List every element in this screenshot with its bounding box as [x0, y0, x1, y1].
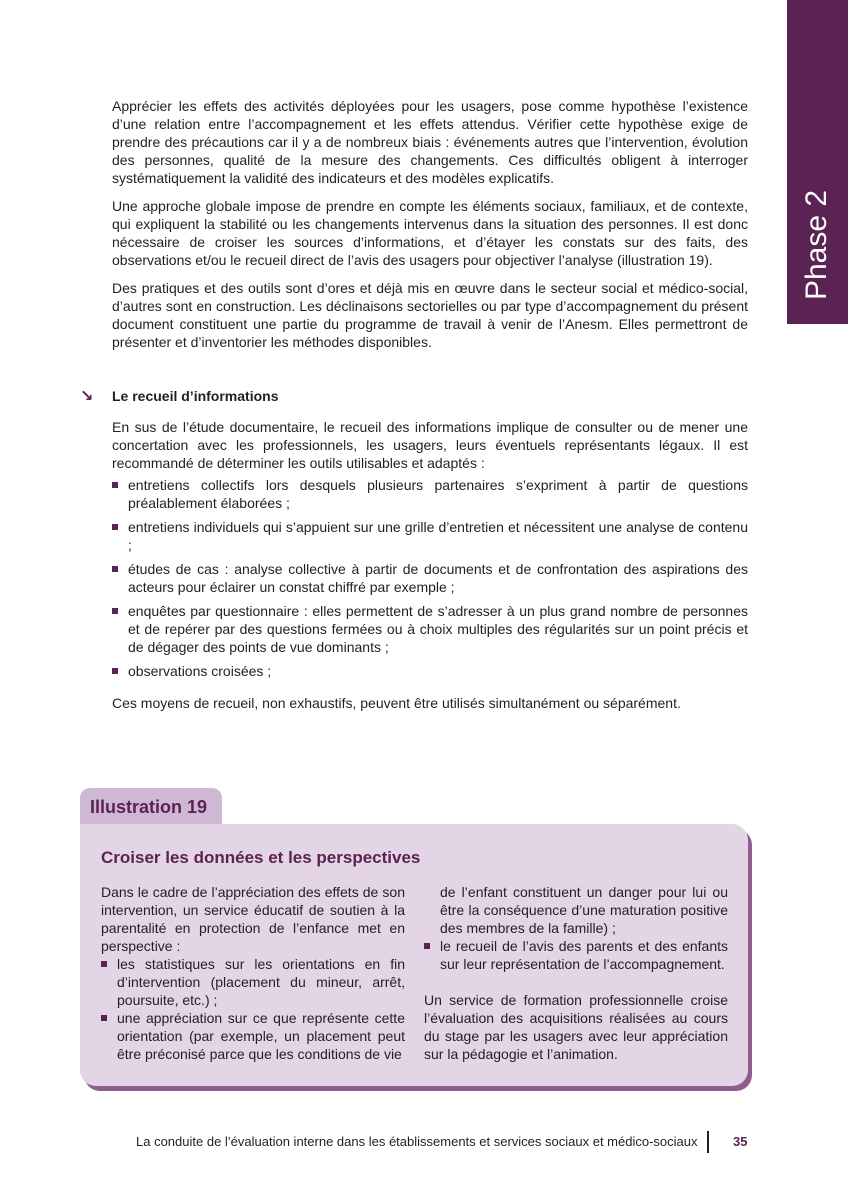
- list-item: une appréciation sur ce que représente cette orientation (par exemple, un placement peut être préconisé parce que les conditions de vie: [101, 1009, 405, 1063]
- bullet-square-icon: [112, 668, 118, 674]
- bullet-square-icon: [112, 482, 118, 488]
- bullet-square-icon: [112, 608, 118, 614]
- illustration-right-column: [424, 883, 728, 1063]
- illustration-right-paragraph: Un service de formation professionnelle croise l’évaluation des acquisitions réalisées au cours du stage par les usagers avec leur appréciation sur la pédagogie et l’animation.: [424, 992, 728, 1062]
- bullet-square-icon: [101, 1015, 107, 1021]
- phase-tab: [787, 0, 848, 324]
- tools-list: [112, 476, 748, 680]
- section-heading: Le recueil d’informations: [112, 388, 279, 404]
- intro-text: [112, 97, 748, 351]
- list-item: le recueil de l’avis des parents et des enfants sur leur représentation de l’accompagnement.: [424, 937, 728, 973]
- section-intro: En sus de l’étude documentaire, le recueil des informations implique de consulter ou de mener une concertation avec les professionnels, les usagers, leurs éventuels représentants légaux. Il est recommandé de déterminer les outils utilisables et adaptés :: [112, 419, 748, 471]
- bullet-square-icon: [112, 524, 118, 530]
- illustration-left-list: [101, 955, 405, 1063]
- list-item: études de cas : analyse collective à partir de documents et de confrontation des aspirations des acteurs pour éclairer un constat chiffré par exemple ;: [112, 560, 748, 596]
- bullet-square-icon: [112, 566, 118, 572]
- section-closing: Ces moyens de recueil, non exhaustifs, peuvent être utilisés simultanément ou séparément.: [112, 695, 681, 711]
- illustration-right-list: [424, 937, 728, 973]
- illustration-title: Croiser les données et les perspectives: [101, 848, 421, 867]
- intro-paragraph-1: Apprécier les effets des activités déployées pour les usagers, pose comme hypothèse l’existence d’une relation entre l’accompagnement et les effets attendus. Vérifier cette hypothèse exige de prendre des précautions car il y a de nombreux biais : événements autres que l’intervention, évolution des personnes, qualité de la mesure des changements. Ces difficultés obligent à interroger systématiquement la validité des indicateurs et des modèles explicatifs.: [112, 98, 748, 186]
- list-item: enquêtes par questionnaire : elles permettent de s’adresser à un plus grand nombre de personnes et de repérer par des questions fermées ou à choix multiples des régularités sur un point précis et de dégager des points de vue dominants ;: [112, 602, 748, 656]
- bullet-square-icon: [101, 961, 107, 967]
- list-item: entretiens collectifs lors desquels plusieurs partenaires s’expriment à partir de questions préalablement élaborées ;: [112, 476, 748, 512]
- footer-divider: [707, 1131, 709, 1153]
- section-body: [112, 418, 748, 712]
- list-item: entretiens individuels qui s’appuient sur une grille d’entretien et nécessitent une analyse de contenu ;: [112, 518, 748, 554]
- footer-title: La conduite de l’évaluation interne dans les établissements et services sociaux et médico-sociaux: [136, 1134, 698, 1149]
- list-item: les statistiques sur les orientations en fin d’intervention (placement du mineur, arrêt, poursuite, etc.) ;: [101, 955, 405, 1009]
- illustration-right-continuation: de l’enfant constituent un danger pour lui ou être la conséquence d’une maturation positive des membres de la famille) ;: [440, 884, 728, 936]
- intro-paragraph-3: Des pratiques et des outils sont d’ores et déjà mis en œuvre dans le secteur social et médico-social, d’autres sont en construction. Les déclinaisons sectorielles ou par type d’accompagnement du présent document constituent une partie du programme de travail à venir de l’Anesm. Elles permettront de présenter et d’inventorier les méthodes disponibles.: [112, 280, 748, 350]
- illustration-tab: [80, 788, 222, 826]
- illustration-left-column: [101, 883, 405, 1063]
- illustration-tab-label: Illustration 19: [90, 797, 208, 817]
- list-item: observations croisées ;: [112, 662, 748, 680]
- illustration-left-intro: Dans le cadre de l’appréciation des effets de son intervention, un service éducatif de soutien à la parentalité en protection de l’enfance met en perspective :: [101, 884, 405, 954]
- bullet-square-icon: [424, 943, 430, 949]
- phase-label: Phase 2: [800, 189, 833, 301]
- arrow-down-right-icon: ↘: [80, 388, 94, 405]
- page-number: 35: [733, 1134, 748, 1149]
- intro-paragraph-2: Une approche globale impose de prendre en compte les éléments sociaux, familiaux, et de contexte, qui expliquent la stabilité ou les changements intervenus dans la situation des personnes. Il est donc nécessaire de croiser les sources d’informations, et d’étayer les constats sur des faits, des observations et/ou le recueil direct de l’avis des usagers pour objectiver l’analyse (illustration 19).: [112, 198, 748, 268]
